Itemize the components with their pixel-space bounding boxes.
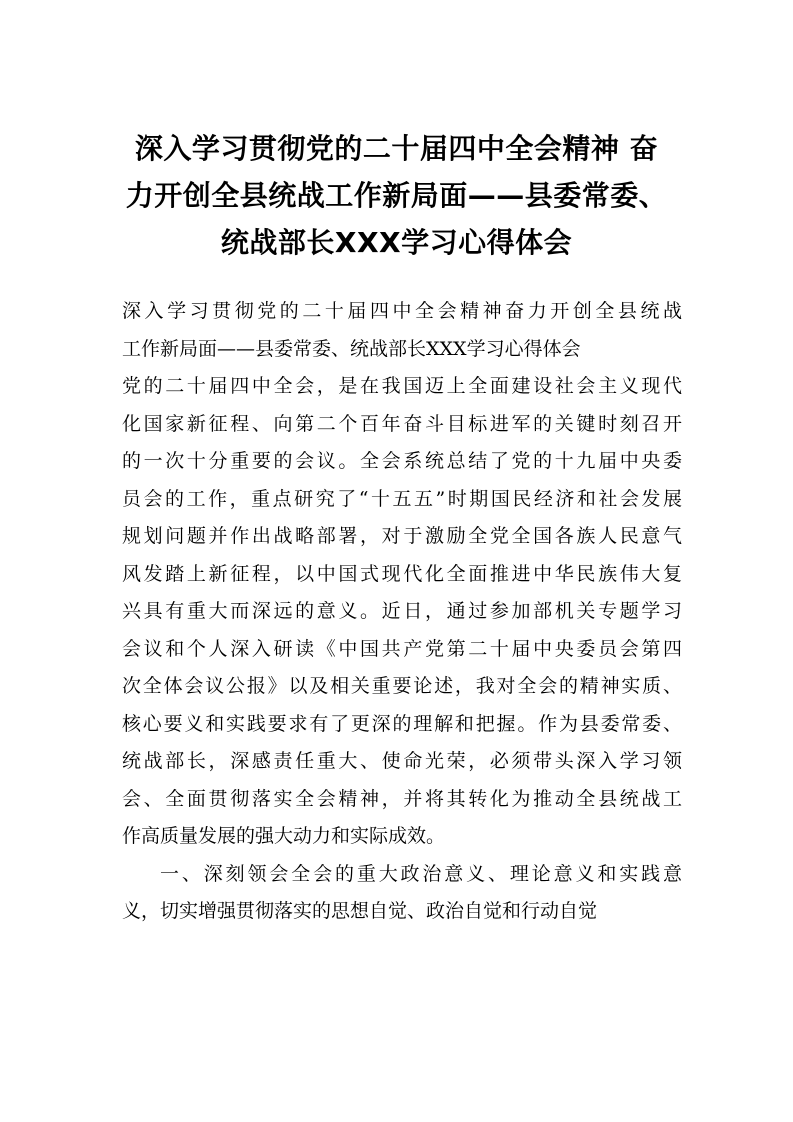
body-line: 兴具有重大而深远的意义。近日，通过参加部机关专题学习 [122, 600, 682, 622]
body-line: 化国家新征程、向第二个百年奋斗目标进军的关键时刻召开 [122, 412, 682, 435]
body-line: 党的二十届四中全会，是在我国迈上全面建设社会主义现代 [122, 375, 682, 397]
body-line: 会议和个人深入研读《中国共产党第二十届中央委员会第四 [122, 637, 682, 660]
body-line: 的一次十分重要的会议。全会系统总结了党的十九届中央委 [122, 450, 682, 472]
body-line: 统战部长，深感责任重大、使命光荣，必须带头深入学习领 [122, 750, 682, 772]
body-line: 风发踏上新征程，以中国式现代化全面推进中华民族伟大复 [122, 562, 682, 585]
title-line: 深入学习贯彻党的二十届四中全会精神 奋 [134, 132, 659, 165]
title-line: 统战部长XXX学习心得体会 [220, 226, 573, 259]
body-line: 深入学习贯彻党的二十届四中全会精神奋力开创全县统战 [122, 300, 682, 322]
document-body [122, 293, 682, 931]
section-heading-line: 一、深刻领会全会的重大政治意义、理论意义和实践意 [160, 862, 682, 885]
body-line: 员会的工作，重点研究了“十五五”时期国民经济和社会发展 [122, 487, 682, 510]
body-line: 会、全面贯彻落实全会精神，并将其转化为推动全县统战工 [122, 787, 682, 810]
body-line: 核心要义和实践要求有了更深的理解和把握。作为县委常委、 [122, 712, 682, 735]
body-line: 工作新局面——县委常委、统战部长XXX学习心得体会 [122, 337, 581, 360]
document-title [100, 125, 693, 266]
body-line: 次全体会议公报》以及相关重要论述，我对全会的精神实质、 [122, 675, 682, 697]
body-line: 规划问题并作出战略部署，对于激励全党全国各族人民意气 [122, 525, 682, 547]
section-heading-line: 义，切实增强贯彻落实的思想自觉、政治自觉和行动自觉 [122, 900, 598, 922]
title-line: 力开创全县统战工作新局面——县委常委、 [125, 179, 668, 212]
body-line: 作高质量发展的强大动力和实际成效。 [122, 825, 446, 847]
